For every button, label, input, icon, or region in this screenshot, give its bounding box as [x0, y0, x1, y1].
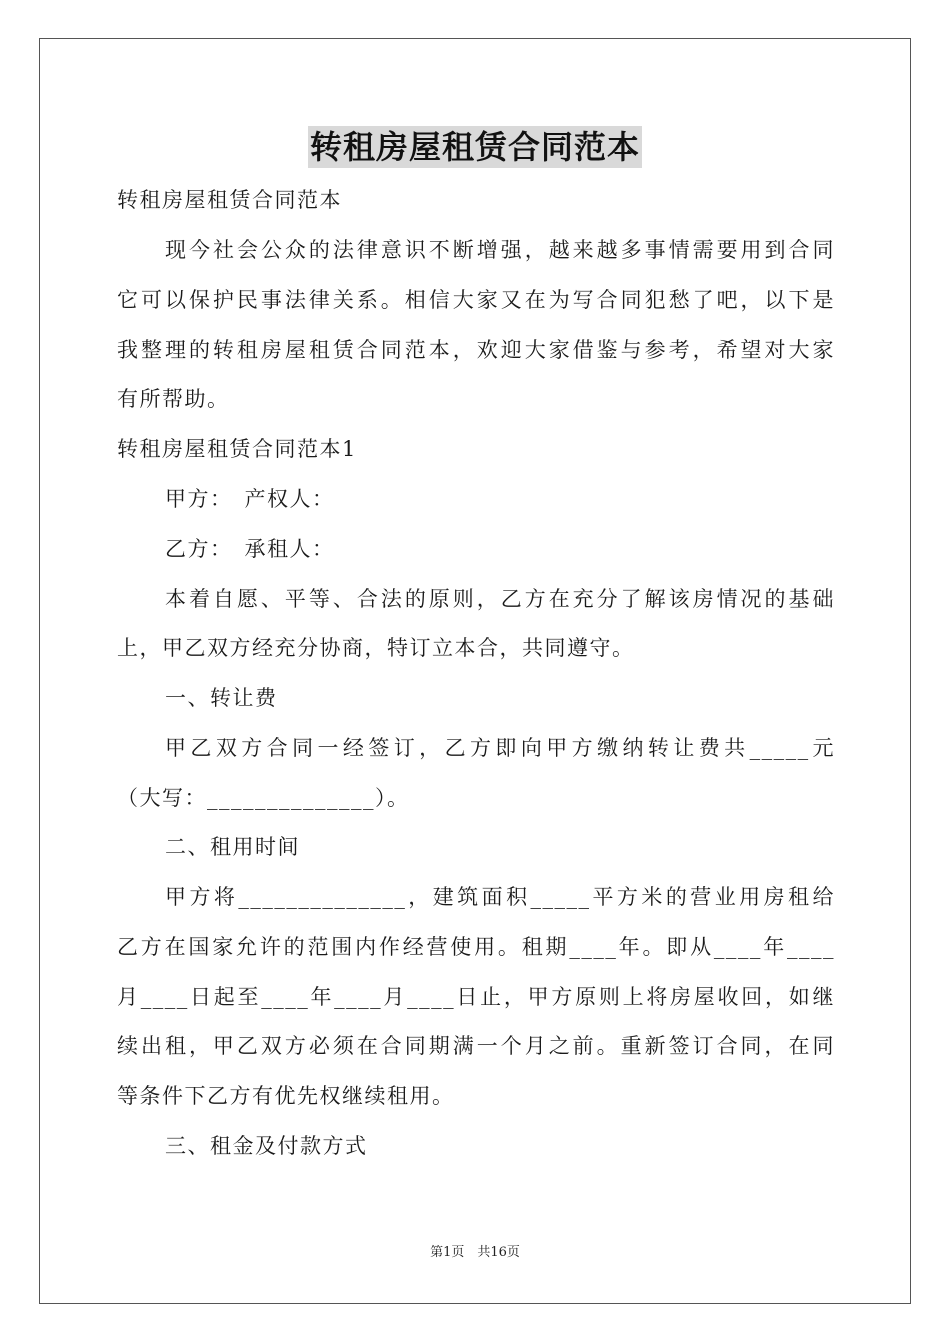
clause-2-line-5: 等条件下乙方有优先权继续租用。 — [117, 1084, 455, 1108]
document-title: 转租房屋租赁合同范本 — [309, 128, 640, 166]
clause-2-heading: 二、租用时间 — [165, 835, 300, 859]
subtitle-line: 转租房屋租赁合同范本 — [117, 188, 342, 212]
clause-2-line-2: 乙方在国家允许的范围内作经营使用。租期____年。即从____年____ — [117, 935, 835, 959]
title-area — [0, 126, 950, 168]
section-heading: 转租房屋租赁合同范本1 — [117, 437, 357, 461]
clause-2-line-4: 续出租，甲乙双方必须在合同期满一个月之前。重新签订合同，在同 — [117, 1034, 835, 1058]
clause-2-line-1: 甲方将______________，建筑面积_____平方米的营业用房租给 — [165, 885, 835, 909]
principle-line-2: 上，甲乙双方经充分协商，特订立本合，共同遵守。 — [117, 636, 635, 660]
clause-1-line-1: 甲乙双方合同一经签订，乙方即向甲方缴纳转让费共_____元 — [165, 736, 835, 760]
intro-line-4: 有所帮助。 — [117, 387, 230, 411]
party-b-line: 乙方： 承租人： — [165, 537, 335, 561]
intro-line-1: 现今社会公众的法律意识不断增强，越来越多事情需要用到合同 — [165, 238, 835, 262]
page-border — [39, 38, 911, 1304]
page-number: 第1页 共16页 — [430, 1245, 520, 1260]
clause-2-line-3: 月____日起至____年____月____日止，甲方原则上将房屋收回，如继 — [117, 985, 835, 1009]
principle-line-1: 本着自愿、平等、合法的原则，乙方在充分了解该房情况的基础 — [165, 587, 835, 611]
clause-1-heading: 一、转让费 — [165, 686, 278, 710]
clause-3-heading: 三、租金及付款方式 — [165, 1134, 368, 1158]
intro-line-2: 它可以保护民事法律关系。相信大家又在为写合同犯愁了吧，以下是 — [117, 288, 835, 312]
party-a-line: 甲方： 产权人： — [165, 487, 335, 511]
intro-line-3: 我整理的转租房屋租赁合同范本，欢迎大家借鉴与参考，希望对大家 — [117, 338, 835, 362]
clause-1-line-2: （大写：______________）。 — [117, 786, 410, 810]
